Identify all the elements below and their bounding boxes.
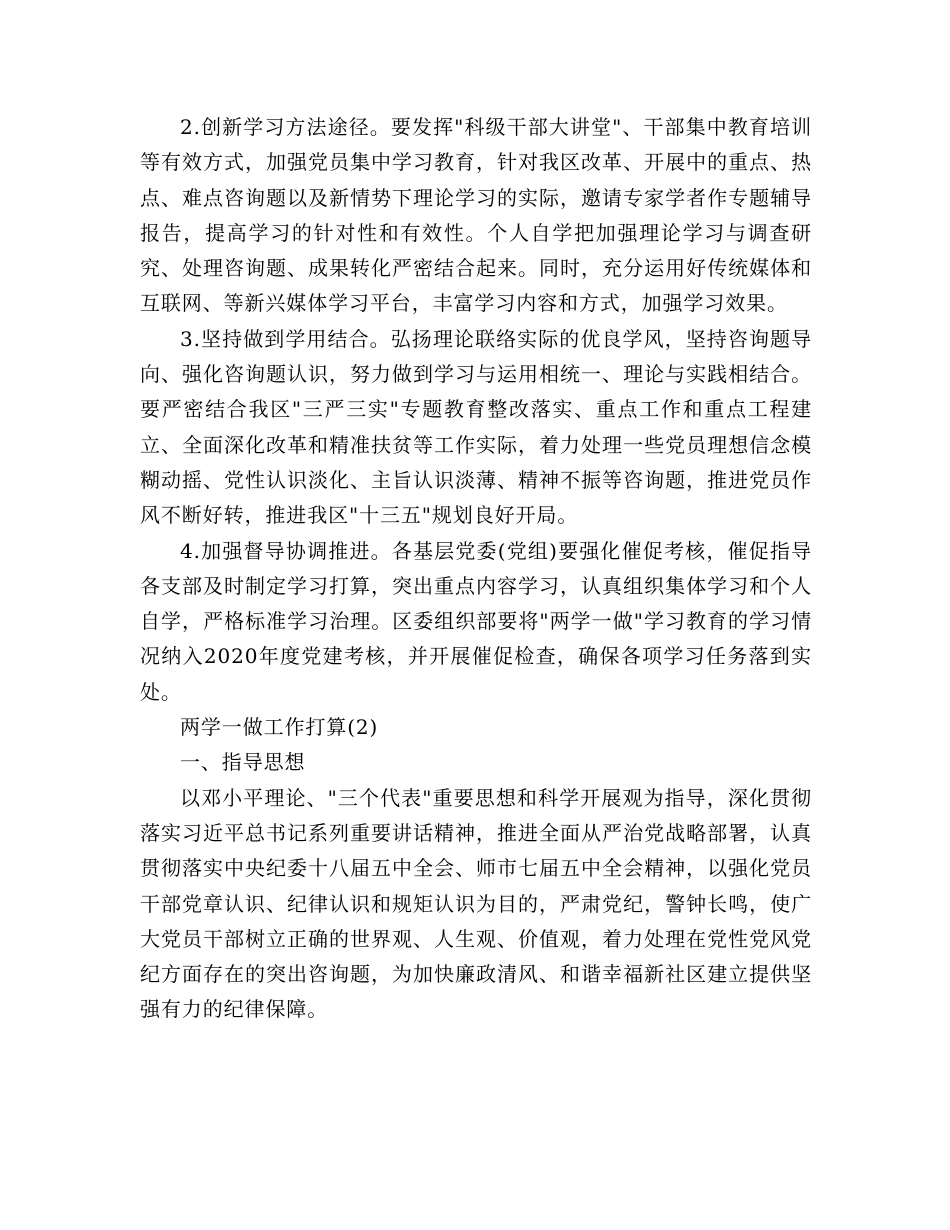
document-page — [140, 110, 812, 1028]
paragraph-supervision: 4.加强督导协调推进。各基层党委(党组)要强化催促考核，催促指导各支部及时制定学习打算，突出重点内容学习，认真组织集体学习和个人自学，严格标准学习治理。区委组织部要将"两学一做"学习教育的学习情况纳入2020年度党建考核，并开展催促检查，确保各项学习任务落到实处。 — [140, 538, 812, 704]
paragraph-guiding-ideology: 以邓小平理论、"三个代表"重要思想和科学开展观为指导，深化贯彻落实习近平总书记系列重要讲话精神，推进全面从严治党战略部署，认真贯彻落实中央纪委十八届五中全会、师市七届五中全会精神，以强化党员干部党章认识、纪律认识和规矩认识为目的，严肃党纪，警钟长鸣，使广大党员干部树立正确的世界观、人生观、价值观，着力处理在党性党风党纪方面存在的突出咨询题，为加快廉政清风、和谐幸福新社区建立提供坚强有力的纪律保障。 — [140, 785, 812, 1022]
paragraph-study-methods: 2.创新学习方法途径。要发挥"科级干部大讲堂"、干部集中教育培训等有效方式，加强党员集中学习教育，针对我区改革、开展中的重点、热点、难点咨询题以及新情势下理论学习的实际，邀请专家学者作专题辅导报告，提高学习的针对性和有效性。个人自学把加强理论学习与调查研究、处理咨询题、成果转化严密结合起来。同时，充分运用好传统媒体和互联网、等新兴媒体学习平台，丰富学习内容和方式，加强学习效果。 — [140, 115, 812, 316]
subsection-heading: 一、指导思想 — [180, 750, 306, 775]
section-title: 两学一做工作打算(2) — [180, 715, 379, 740]
paragraph-study-application: 3.坚持做到学用结合。弘扬理论联络实际的优良学风，坚持咨询题导向、强化咨询题认识，努力做到学习与运用相统一、理论与实践相结合。要严密结合我区"三严三实"专题教育整改落实、重点工作和重点工程建立、全面深化改革和精准扶贫等工作实际，着力处理一些党员理想信念模糊动摇、党性认识淡化、主旨认识淡薄、精神不振等咨询题，推进党员作风不断好转，推进我区"十三五"规划良好开局。 — [140, 326, 812, 528]
